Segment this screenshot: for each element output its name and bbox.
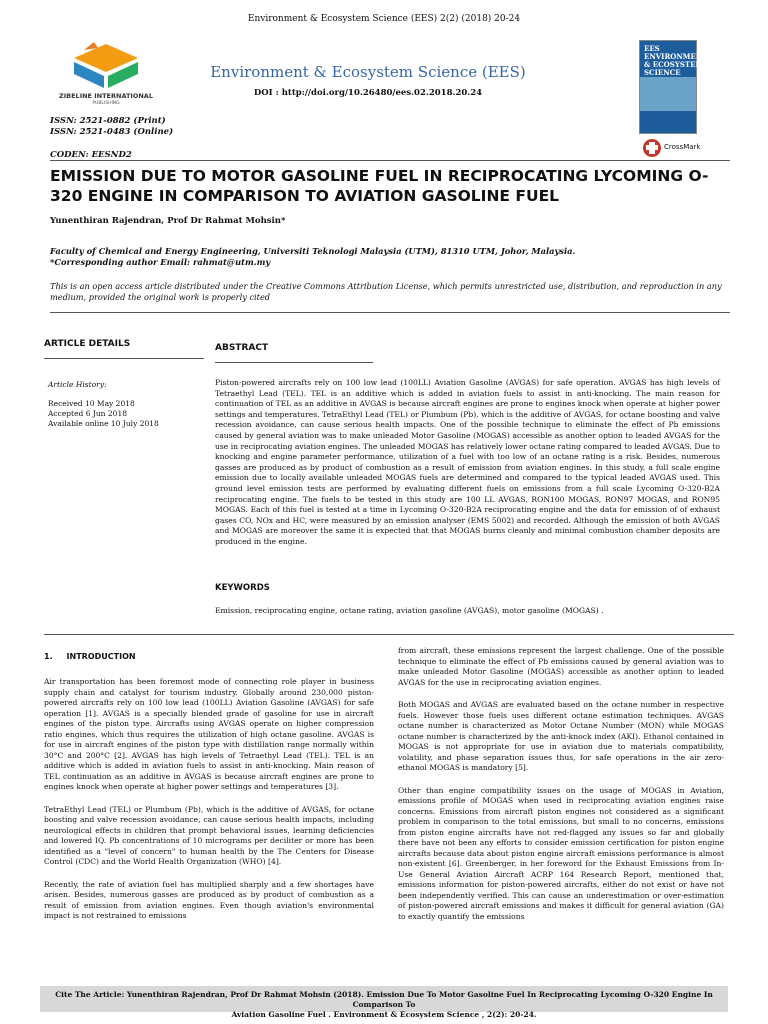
abstract-heading: ABSTRACT — [215, 343, 269, 353]
article-history-label: Article History: — [48, 380, 107, 389]
crossmark-icon — [642, 138, 662, 158]
citation-line-1: Cite The Article: Yunenthiran Rajendran, Prof Dr Rahmat Mohsin (2018). Emission Due To Motor Gasoline Fuel In Reciprocating Lycoming O-320 Engine In Comparison To — [55, 990, 713, 1009]
body-divider — [44, 634, 734, 635]
keywords-heading: KEYWORDS — [215, 583, 270, 593]
introduction-heading: 1. INTRODUCTION — [44, 652, 136, 661]
license-divider — [50, 312, 730, 313]
doi-link[interactable]: DOI : http://doi.org/10.26480/ees.02.2018.20.24 — [253, 88, 483, 98]
paragraph: from aircraft, these emissions represent the largest challenge. One of the possible technique to eliminate the effect of Pb emissions caused by general aviation was to make unleaded Motor Gasoline (MOGAS) accessible as another option to leaded AVGAS for the use in reciprocating aviation engines. — [398, 646, 724, 687]
article-details-rule — [44, 358, 204, 359]
publisher-logo — [54, 36, 158, 112]
paragraph: Other than engine compatibility issues on the usage of MOGAS in Aviation, emissions profile of MOGAS when used in reciprocating aviation engines raise concerns. Emissions from aircraft piston engines not considered as a significant problem in comparison to the total emissions, but small to no concerns, emissions from piston engine aircrafts have not red-flagged any issues so far and globally there have not been any efforts to consider emission certification for piston engine aircrafts because data about piston engine aircraft emissions performance is almost non-existent [6]. Greenberger, in her foreword for the Exhaust Emissions from In-Use General Aviation Aircraft ACRP 164 Research Report, mentioned that, emissions information for piston-powered aircrafts, either do not exist or have not been independently verified. This can cause an underestimation or over-estimation of piston-powered aircraft emissions and makes it difficult for general aviation (GA) to exactly quantify the emissions — [398, 785, 724, 921]
online-date: Available online 10 July 2018 — [48, 419, 159, 428]
running-header: Environment & Ecosystem Science (EES) 2(2) (2018) 20-24 — [247, 14, 521, 24]
journal-cover — [639, 40, 708, 134]
received-date: Received 10 May 2018 — [48, 399, 135, 408]
abstract-text: Piston-powered aircrafts rely on 100 low lead (100LL) Aviation Gasoline (AVGAS) for safe operation. AVGAS has high levels of Tetraethyl Lead (TEL). TEL is an additive which is added in aviation fuels to assist in anti-knocking. The main reason for continuation of TEL as an additive in AVGAS is because aircraft engines are prone to engines knock when operate at higher power settings and temperatures. TetraEthyl Lead (TEL) or Plumbum (Pb), which is the additive of AVGAS, for octane boosting and valve recession avoidance, can cause serious health impacts. One of the possible technique to eliminate the effect of Pb emissions caused by general aviation was to make unleaded Motor Gasoline (MOGAS) accessible as another option to leaded AVGAS for the use in reciprocating aviation engines. The unleaded MOGAS has relatively lower octane rating compared to leaded AVGAS. Due to knocking and engine parameter performance, utilization of a fuel with too low of an octane rating is a risk. Besides, numerous gasses are produced as by product of combustion as a result of emission from aviation engines. In this study, a full scale engine emission due to locally available unleaded MOGAS fuels are determined and compared to the typical leaded AVGAS used. This ground level emission tests are performed by evaluating different fuels on emissions from a full scale Lycoming O-320-B2A reciprocating engine. The fuels to be tested in this study are 100 LL AVGAS, RON100 MOGAS, RON97 MOGAS, and RON95 MOGAS. Each of this fuel is tested at a time in Lycoming O-320-B2A reciprocating engine and the data for emission of of exhaust gases CO, NOx and HC, were measured by an emission analyser (EMS 5002) and recorded. Although the emission of both AVGAS and MOGAS are moreover the same it is expected that that MOGAS burns cleanly and minimal combustion chamber deposits are produced in the engine. — [215, 378, 721, 546]
header-divider — [50, 160, 730, 161]
affiliation: Faculty of Chemical and Energy Engineering, Universiti Teknologi Malaysia (UTM), 81310 UTM, Johor, Malaysia. — [50, 246, 576, 256]
right-column — [398, 646, 724, 934]
affiliation-block — [50, 246, 730, 268]
citation-footer — [40, 986, 728, 1019]
crossmark-badge[interactable] — [642, 138, 706, 160]
publisher-name: ZIBELINE INTERNATIONAL — [59, 92, 153, 100]
citation-line-2: Aviation Gasoline Fuel . Environment & Ecosystem Science , 2(2): 20-24. — [231, 1010, 537, 1019]
left-column — [44, 677, 374, 934]
authors: Yunenthiran Rajendran, Prof Dr Rahmat Mohsin* — [50, 216, 286, 226]
crossmark-label: CrossMark — [664, 143, 701, 151]
issn-online: ISSN: 2521-0483 (Online) — [50, 127, 174, 137]
license-text: This is an open access article distributed under the Creative Commons Attribution License, which permits unrestricted use, distribution, and reproduction in any medium, provided the original work is properly cited — [50, 281, 722, 302]
cover-text: EES ENVIRONMENT & ECOSYSTEM SCIENCE — [644, 44, 708, 77]
paragraph: Both MOGAS and AVGAS are evaluated based on the octane number in respective fuels. However those fuels uses different octane estimation techniques. AVGAS octane number is characterized as Motor Octane Number (MON) while MOGAS octane number is characterized by the anti-knock index (AKI). Ethanol contained in MOGAS is not appropriate for use in aviation due to materials compatibility, volatility, and phase separation issues thus, for safe operations in the air zero-ethanol MOGAS is mandatory [5]. — [398, 700, 724, 772]
accepted-date: Accepted 6 Jun 2018 — [48, 409, 127, 418]
keywords-text: Emission, reciprocating engine, octane rating, aviation gasoline (AVGAS), motor gasoline (MOGAS) . — [215, 606, 604, 615]
paragraph: Air transportation has been foremost mode of connecting role player in business supply chain and catalyst for tourism industry. Globally around 230,000 piston-powered aircrafts rely on 100 low lead (100LL) Aviation Gasoline (AVGAS) for safe operation [1]. AVGAS is a specially blended grade of gasoline for use in aircraft engines of the piston type. Aircrafts using AVGAS operate on higher compression ratio engines, which thus requires the utilization of high octane gasoline. AVGAS is for use in aircraft engines of the piston type with distillation range normally within 30°C and 200°C [2]. AVGAS has high levels of Tetraethyl Lead (TEL). TEL is an additive which is added in aviation fuels to assist in anti-knocking. Main reason of TEL continuation as an additive in AVGAS is because aircraft engines are prone to engines knock when operate at higher power settings and temperatures [3]. — [44, 677, 374, 791]
paper-title: EMISSION DUE TO MOTOR GASOLINE FUEL IN RECIPROCATING LYCOMING O-320 ENGINE IN COMPARISON TO AVIATION GASOLINE FUEL — [50, 167, 709, 205]
issn-print: ISSN: 2521-0882 (Print) — [50, 116, 166, 126]
abstract-rule — [215, 362, 373, 363]
journal-title: Environment & Ecosystem Science (EES) — [210, 63, 526, 81]
corresponding-author: *Corresponding author Email: rahmat@utm.my — [50, 257, 271, 267]
publisher-sub: PUBLISHING — [92, 101, 120, 106]
article-details-heading: ARTICLE DETAILS — [44, 339, 131, 349]
paragraph: TetraEthyl Lead (TEL) or Plumbum (Pb), which is the additive of AVGAS, for octane boosting and valve recession avoidance, can cause serious health impacts, including neurological effects in children that prompt behavioral issues, learning deficiencies and lowered IQ. Pb concentrations of 10 micrograms per deciliter or more has been identified as a "level of concern" to human health by the The Centers for Disease Control (CDC) and the World Health Organization (WHO) [4]. — [44, 804, 374, 866]
paragraph: Recently, the rate of aviation fuel has multiplied sharply and a few shortages have arisen. Besides, numerous gasses are produced as by product of combustion as a result of emission from aviation engines. Even though aviation's environmental impact is not restrained to emissions — [44, 879, 374, 920]
coden: CODEN: EESND2 — [50, 150, 132, 160]
